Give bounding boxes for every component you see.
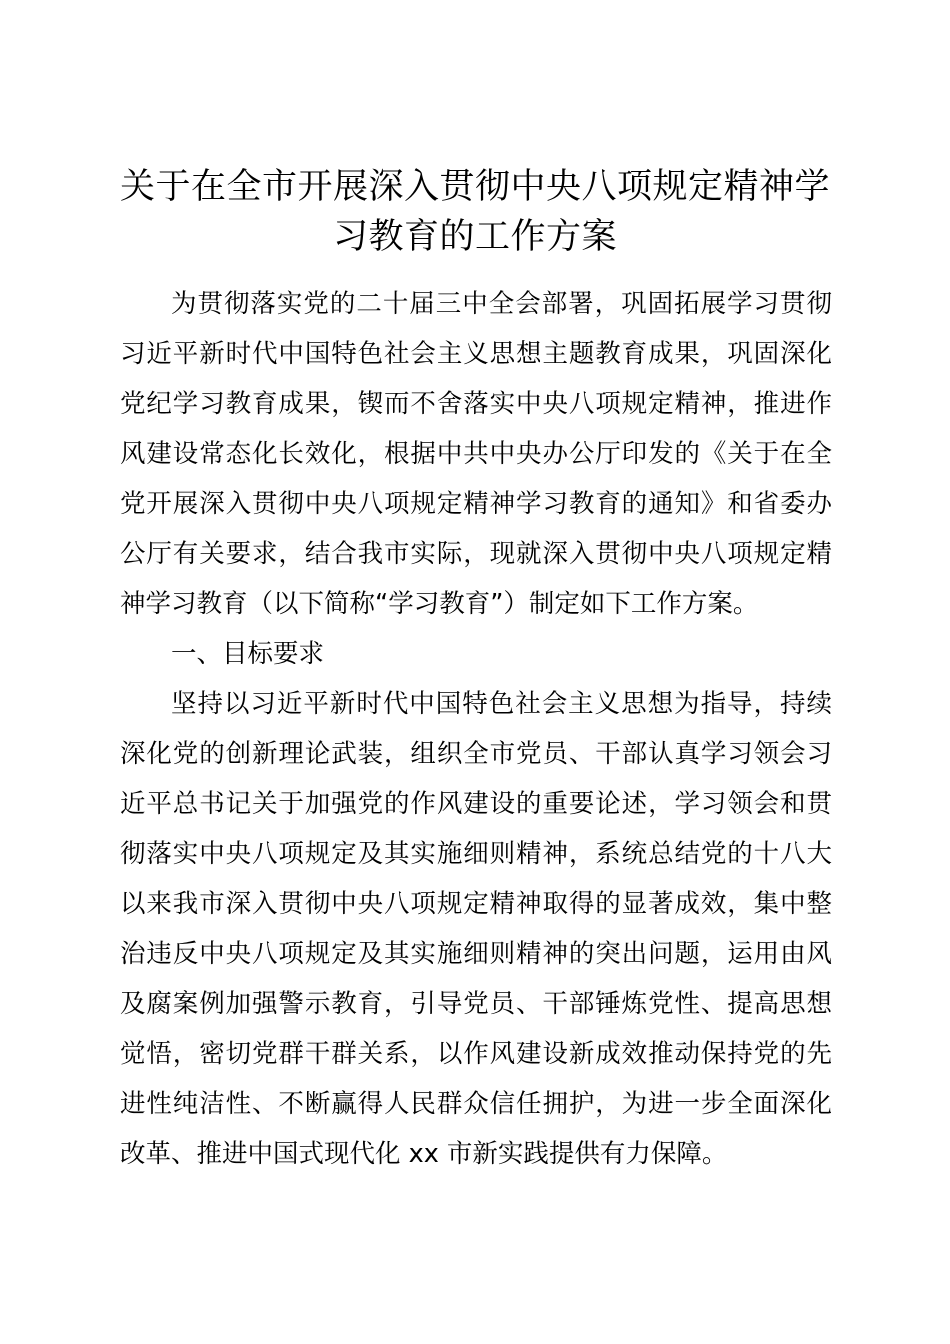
document-body [120, 279, 832, 1179]
intro-paragraph: 为贯彻落实党的二十届三中全会部署，巩固拓展学习贯彻习近平新时代中国特色社会主义思想主题教育成果，巩固深化党纪学习教育成果，锲而不舍落实中央八项规定精神，推进作风建设常态化长效化，根据中共中央办公厅印发的《关于在全党开展深入贯彻中央八项规定精神学习教育的通知》和省委办公厅有关要求，结合我市实际，现就深入贯彻中央八项规定精神学习教育（以下简称“学习教育”）制定如下工作方案。 [120, 289, 832, 619]
section-paragraph: 坚持以习近平新时代中国特色社会主义思想为指导，持续深化党的创新理论武装，组织全市党员、干部认真学习领会习近平总书记关于加强党的作风建设的重要论述，学习领会和贯彻落实中央八项规定及其实施细则精神，系统总结党的十八大以来我市深入贯彻中央八项规定精神取得的显著成效，集中整治违反中央八项规定及其实施细则精神的突出问题，运用由风及腐案例加强警示教育，引导党员、干部锤炼党性、提高思想觉悟，密切党群干群关系，以作风建设新成效推动保持党的先进性纯洁性、不断赢得人民群众信任拥护，为进一步全面深化改革、推进中国式现代化 xx 市新实践提供有力保障。 [120, 689, 832, 1169]
document-title: 关于在全市开展深入贯彻中央八项规定精神学习教育的工作方案 [119, 167, 830, 257]
section-heading: 一、目标要求 [171, 639, 325, 669]
